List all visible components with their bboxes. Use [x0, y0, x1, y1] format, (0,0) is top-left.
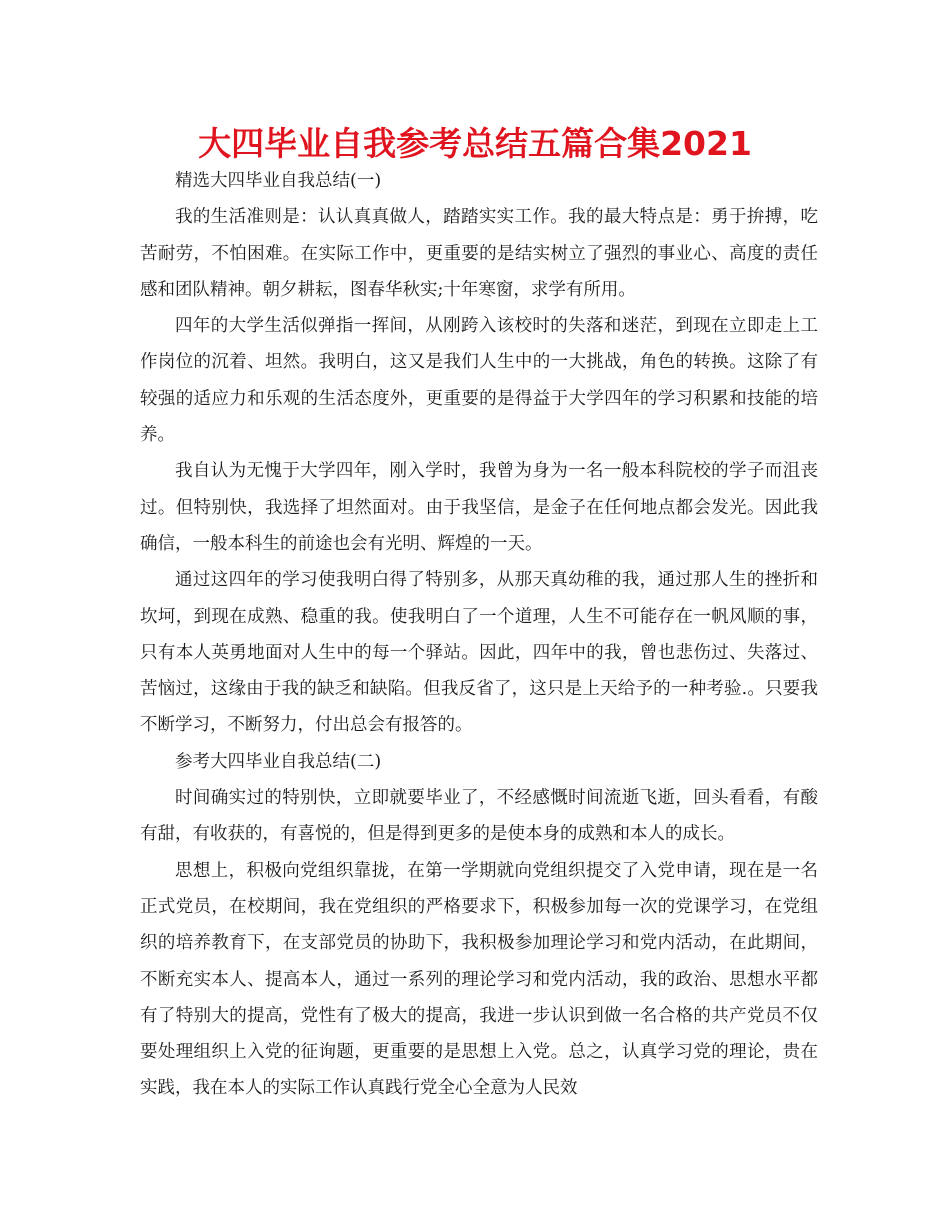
paragraph: 我的生活准则是：认认真真做人，踏踏实实工作。我的最大特点是：勇于拚搏，吃苦耐劳，不怕困难。在实际工作中，更重要的是结实树立了强烈的事业心、高度的责任感和团队精神。朝夕耕耘，图春华秋实;十年寒窗，求学有所用。	[140, 207, 818, 300]
document-body	[140, 163, 818, 1107]
paragraph: 通过这四年的学习使我明白得了特别多，从那天真幼稚的我，通过那人生的挫折和坎坷，到现在成熟、稳重的我。使我明白了一个道理，人生不可能存在一帆风顺的事，只有本人英勇地面对人生中的每一个驿站。因此，四年中的我，曾也悲伤过、失落过、苦恼过，这缘由于我的缺乏和缺陷。但我反省了，这只是上天给予的一种考验.。只要我不断学习，不断努力，付出总会有报答的。	[140, 570, 818, 736]
section-heading: 精选大四毕业自我总结(一)	[175, 171, 382, 191]
paragraph: 四年的大学生活似弹指一挥间，从刚跨入该校时的失落和迷茫，到现在立即走上工作岗位的沉着、坦然。我明白，这又是我们人生中的一大挑战，角色的转换。这除了有较强的适应力和乐观的生活态度外，更重要的是得益于大学四年的学习积累和技能的培养。	[140, 316, 818, 446]
paragraph: 我自认为无愧于大学四年，刚入学时，我曾为身为一名一般本科院校的学子而沮丧过。但特别快，我选择了坦然面对。由于我坚信，是金子在任何地点都会发光。因此我确信，一般本科生的前途也会有光明、辉煌的一天。	[140, 461, 818, 554]
paragraph: 时间确实过的特别快，立即就要毕业了，不经感慨时间流逝飞逝，回头看看，有酸有甜，有收获的，有喜悦的，但是得到更多的是使本身的成熟和本人的成长。	[140, 788, 818, 845]
paragraph: 思想上，积极向党组织靠拢，在第一学期就向党组织提交了入党申请，现在是一名正式党员，在校期间，我在党组织的严格要求下，积极参加每一次的党课学习，在党组织的培养教育下，在支部党员的协助下，我积极参加理论学习和党内活动，在此期间，不断充实本人、提高本人，通过一系列的理论学习和党内活动，我的政治、思想水平都有了特别大的提高，党性有了极大的提高，我进一步认识到做一名合格的共产党员不仅要处理组织上入党的征询题，更重要的是思想上入党。总之，认真学习党的理论，贵在实践，我在本人的实际工作认真践行党全心全意为人民效	[140, 860, 818, 1099]
document-title: 大四毕业自我参考总结五篇合集2021	[198, 124, 752, 163]
section-heading: 参考大四毕业自我总结(二)	[175, 751, 382, 772]
